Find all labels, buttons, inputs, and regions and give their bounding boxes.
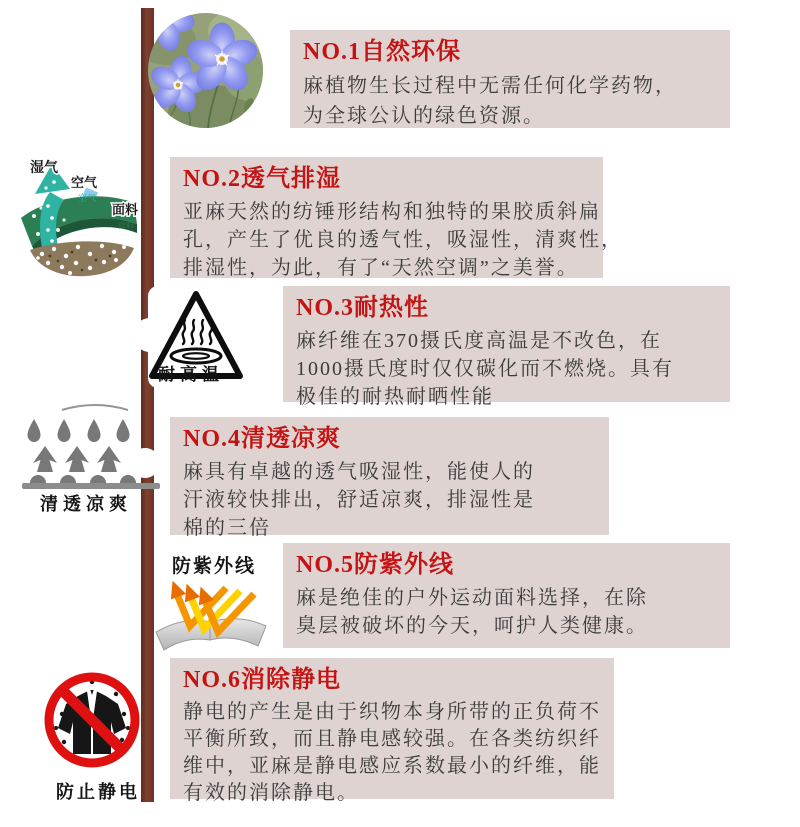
anti-static-icon (40, 668, 144, 772)
section-cool-dry (170, 417, 609, 539)
body-line: 孔，产生了优良的透气性，吸湿性，清爽性， (183, 229, 623, 251)
body-line: 极佳的耐热耐晒性能 (296, 386, 494, 408)
section-uv-protection (283, 543, 730, 648)
section-heading: NO.2透气排湿 (183, 166, 341, 192)
heat-resistant-label: 耐高温 (158, 365, 224, 384)
cool-dry-drops-icon (20, 402, 165, 494)
section-heading: NO.1自然环保 (303, 39, 461, 65)
body-line: 平衡所致，而且静电感较强。在各类纺织纤 (183, 728, 601, 750)
anti-static-label: 防止静电 (56, 782, 140, 802)
body-line: 维中，亚麻是静电感应系数最小的纤维，能 (183, 755, 601, 777)
body-line: 棉的三倍 (183, 517, 271, 539)
body-line: 汗液较快排出，舒适凉爽，排湿性是 (183, 489, 535, 511)
section-breathable (170, 157, 623, 279)
body-line: 臭层被破坏的今天，呵护人类健康。 (296, 615, 648, 637)
body-line: 麻植物生长过程中无需任何化学药物， (303, 75, 677, 97)
moisture-wicking-icon (8, 146, 143, 286)
flax-flower-photo-icon (148, 13, 263, 128)
cool-dry-label: 清透凉爽 (40, 494, 132, 514)
section-heading: NO.3耐热性 (296, 295, 429, 321)
air-label: 空气 (71, 175, 98, 190)
fabric-small-label: 面料 (118, 221, 134, 230)
body-line: 为全球公认的绿色资源。 (303, 105, 545, 127)
section-heading: NO.5防紫外线 (296, 552, 454, 578)
section-natural-eco (290, 30, 730, 128)
section-heat-resistant (283, 286, 730, 408)
body-line: 排湿性，为此，有了“天然空调”之美誉。 (183, 257, 579, 279)
air-small-label: 空气 (78, 193, 97, 203)
body-line: 亚麻天然的纺锤形结构和独特的果胶质斜扁 (183, 201, 601, 223)
body-line: 麻纤维在370摄氏度高温是不改色，在 (296, 330, 662, 352)
body-line: 有效的消除静电。 (183, 782, 359, 804)
section-heading: NO.4清透凉爽 (183, 426, 341, 452)
uv-reflection-icon (152, 576, 270, 652)
section-heading: NO.6消除静电 (183, 667, 341, 693)
body-line: 麻是绝佳的户外运动面料选择，在除 (296, 587, 648, 609)
body-line: 静电的产生是由于织物本身所带的正负荷不 (183, 701, 601, 723)
moisture-label: 湿气 (30, 159, 58, 175)
section-anti-static (170, 658, 614, 804)
body-line: 1000摄氏度时仅仅碳化而不燃烧。具有 (296, 358, 674, 380)
fabric-label: 面料 (112, 202, 139, 217)
uv-protection-label: 防紫外线 (172, 556, 257, 577)
body-line: 麻具有卓越的透气吸湿性，能使人的 (183, 461, 535, 483)
